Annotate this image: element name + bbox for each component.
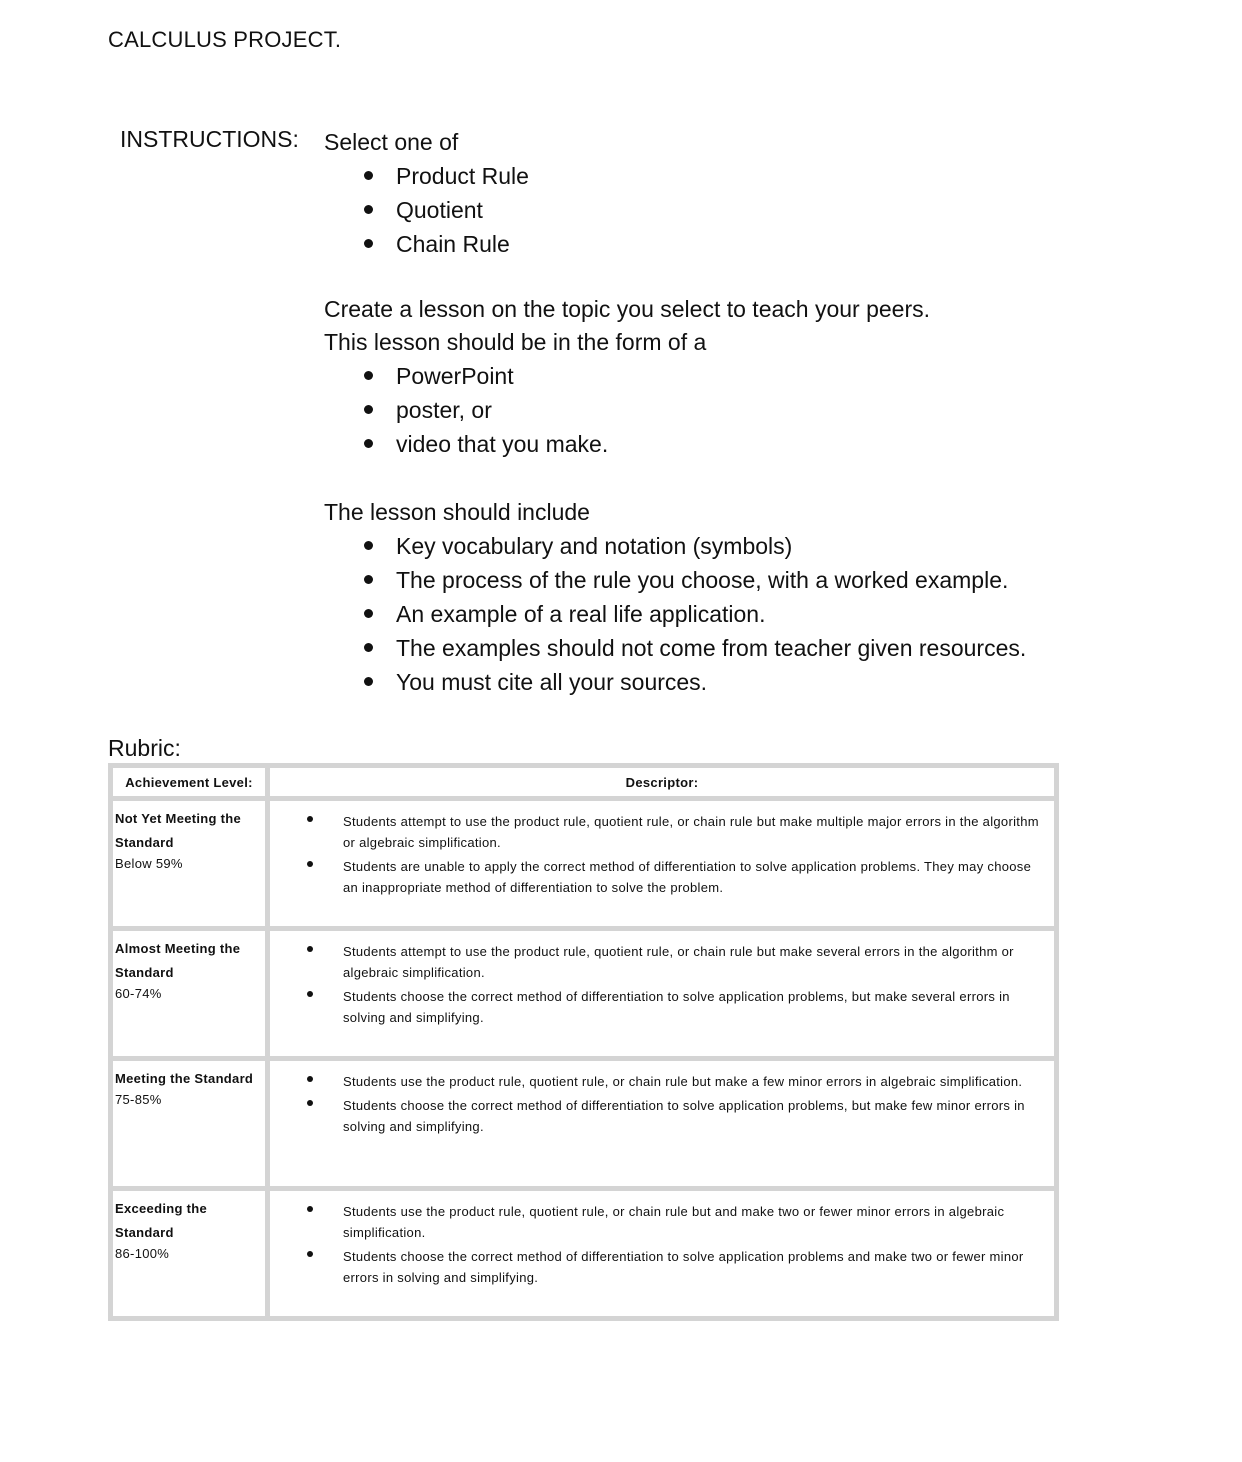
bullet-icon (307, 861, 313, 867)
table-row (113, 931, 1054, 1056)
list-item (324, 597, 1184, 631)
bullet-icon (364, 405, 373, 414)
descriptor-list (270, 811, 1048, 898)
descriptor-header: Descriptor: (270, 768, 1054, 796)
descriptor-text: Students choose the correct method of differentiation to solve application problems and make two or fewer minor errors in solving and simplifying. (343, 1249, 1024, 1285)
bullet-icon (364, 439, 373, 448)
instructions-body (324, 126, 1184, 699)
table-row (113, 801, 1054, 926)
level-range: 60-74% (115, 986, 162, 1001)
level-cell (113, 1191, 265, 1316)
list-item (270, 1246, 1048, 1288)
format-label: PowerPoint (396, 363, 514, 389)
list-item (324, 159, 1184, 193)
list-item (324, 359, 1184, 393)
bullet-icon (307, 1076, 313, 1082)
bullet-icon (364, 541, 373, 550)
lesson-intro-line-1: Create a lesson on the topic you select to teach your peers. (324, 296, 931, 322)
list-item (270, 941, 1048, 983)
table-row (113, 1061, 1054, 1186)
topic-list (324, 159, 1184, 261)
level-range: Below 59% (115, 856, 183, 871)
requirement-label: The examples should not come from teacher given resources. (396, 635, 1027, 661)
topic-label: Product Rule (396, 163, 529, 189)
descriptor-cell (270, 931, 1054, 1056)
list-item (324, 227, 1184, 261)
bullet-icon (364, 609, 373, 618)
descriptor-list (270, 1071, 1048, 1137)
descriptor-cell (270, 1191, 1054, 1316)
list-item (324, 427, 1184, 461)
descriptor-text: Students are unable to apply the correct method of differentiation to solve application problems. They may choose an inappropriate method of differentiation to solve the problem. (343, 859, 1032, 895)
descriptor-text: Students use the product rule, quotient rule, or chain rule but make a few minor errors in algebraic simplification. (343, 1074, 1023, 1089)
requirement-label: Key vocabulary and notation (symbols) (396, 533, 793, 559)
level-name: Not Yet Meeting the (115, 811, 242, 826)
instructions-label: INSTRUCTIONS: (120, 126, 299, 152)
descriptor-text: Students use the product rule, quotient rule, or chain rule but and make two or fewer minor errors in algebraic simplification. (343, 1204, 1005, 1240)
include-intro: The lesson should include (324, 499, 590, 525)
bullet-icon (307, 816, 313, 822)
list-item (270, 856, 1048, 898)
bullet-icon (364, 371, 373, 380)
descriptor-cell (270, 1061, 1054, 1186)
level-range: 86-100% (115, 1246, 170, 1261)
level-name: Standard (115, 1225, 174, 1240)
table-header-row (113, 768, 1054, 796)
descriptor-text: Students choose the correct method of differentiation to solve application problems, but make several errors in solving and simplifying. (343, 989, 1010, 1025)
format-list (324, 359, 1184, 461)
topic-label: Quotient (396, 197, 483, 223)
list-item (270, 1201, 1048, 1243)
list-item (270, 1095, 1048, 1137)
level-cell (113, 931, 265, 1056)
requirement-label: An example of a real life application. (396, 601, 766, 627)
descriptor-text: Students attempt to use the product rule, quotient rule, or chain rule but make several errors in the algorithm or algebraic simplification. (343, 944, 1014, 980)
document-title: CALCULUS PROJECT. (108, 27, 342, 52)
bullet-icon (307, 1251, 313, 1257)
list-item (270, 811, 1048, 853)
format-label: video that you make. (396, 431, 609, 457)
bullet-icon (307, 1206, 313, 1212)
level-cell (113, 801, 265, 926)
format-label: poster, or (396, 397, 492, 423)
level-range: 75-85% (115, 1092, 162, 1107)
achievement-level-header: Achievement Level: (113, 768, 265, 796)
level-name: Almost Meeting the (115, 941, 241, 956)
bullet-icon (364, 171, 373, 180)
lesson-intro-line-2: This lesson should be in the form of a (324, 329, 707, 355)
rubric-table (108, 763, 1059, 1321)
bullet-icon (364, 239, 373, 248)
list-item (324, 631, 1184, 665)
bullet-icon (364, 677, 373, 686)
level-name: Meeting the Standard (115, 1071, 254, 1086)
descriptor-text: Students attempt to use the product rule, quotient rule, or chain rule but make multiple major errors in the algorithm or algebraic simplification. (343, 814, 1039, 850)
requirement-label: The process of the rule you choose, with a worked example. (396, 567, 1009, 593)
table-row (113, 1191, 1054, 1316)
bullet-icon (307, 946, 313, 952)
list-item (270, 986, 1048, 1028)
level-name: Exceeding the (115, 1201, 208, 1216)
topic-label: Chain Rule (396, 231, 510, 257)
select-intro: Select one of (324, 129, 459, 155)
bullet-icon (364, 205, 373, 214)
list-item (270, 1071, 1048, 1092)
list-item (324, 393, 1184, 427)
list-item (324, 529, 1184, 563)
list-item (324, 665, 1184, 699)
list-item (324, 563, 1184, 597)
level-name: Standard (115, 835, 174, 850)
level-cell (113, 1061, 265, 1186)
bullet-icon (364, 575, 373, 584)
descriptor-list (270, 941, 1048, 1028)
bullet-icon (364, 643, 373, 652)
descriptor-cell (270, 801, 1054, 926)
list-item (324, 193, 1184, 227)
descriptor-list (270, 1201, 1048, 1288)
descriptor-text: Students choose the correct method of differentiation to solve application problems, but make few minor errors in solving and simplifying. (343, 1098, 1025, 1134)
requirement-list (324, 529, 1184, 699)
bullet-icon (307, 1100, 313, 1106)
bullet-icon (307, 991, 313, 997)
level-name: Standard (115, 965, 174, 980)
requirement-label: You must cite all your sources. (396, 669, 708, 695)
rubric-heading: Rubric: (108, 735, 181, 761)
